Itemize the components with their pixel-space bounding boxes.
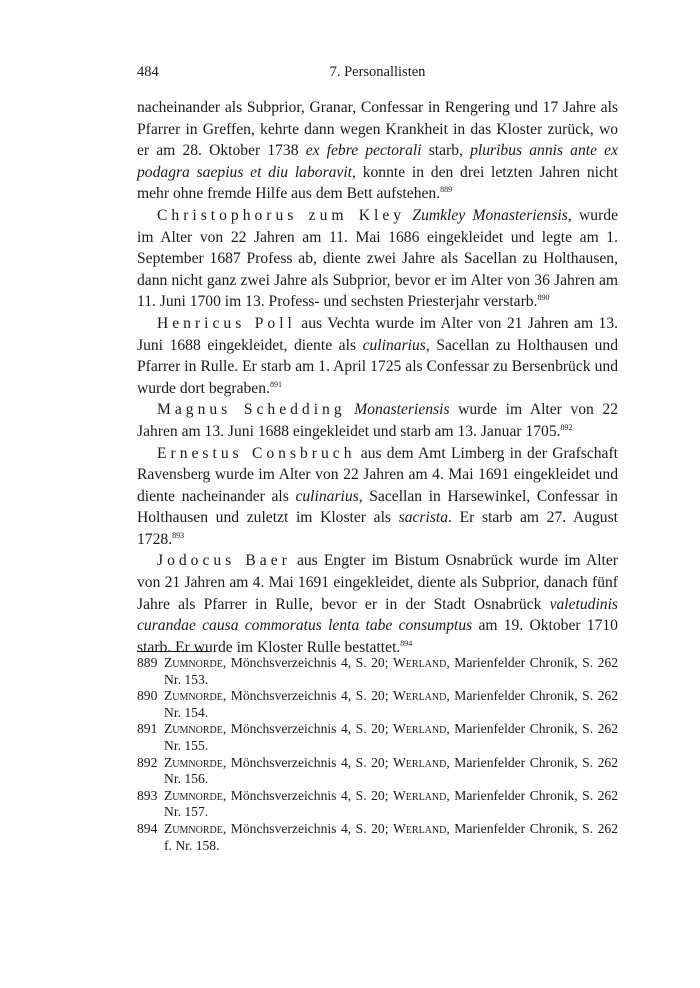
footnote: 894 Zumnorde, Mönchsverzeichnis 4, S. 20; Werland, Marienfelder Chronik, S. 262 f. Nr. 158.: [137, 820, 618, 853]
author-name: Werland: [392, 754, 447, 770]
person-name: Henricus Poll: [157, 314, 296, 332]
footnote-ref[interactable]: 890: [537, 293, 550, 303]
footnote-number: 889: [137, 655, 158, 670]
main-text: [137, 97, 618, 658]
author-name: Werland: [392, 655, 447, 670]
running-head: 7. Personallisten: [329, 64, 426, 80]
footnote-separator: [137, 651, 210, 652]
footnote-ref[interactable]: 893: [172, 530, 185, 540]
author-name: Zumnorde: [164, 787, 223, 803]
entry-jodocus: Jodocus Baer aus Engter im Bistum Osnabrück wurde im Alter von 21 Jahren am 4. Mai 1691 eingekleidet, diente als Subprior, danach fünf Jahre als Pfarrer in Rulle, bevor er in der Stadt Osnabrück valetudinis curandae causa commoratus lenta tabe consumptus am 19. Oktober 1710 starb. Er wurde im Kloster Rulle bestattet.$^{894}$: [137, 552, 618, 656]
footnote-ref[interactable]: 891: [269, 379, 282, 389]
author-name: Werland: [392, 721, 447, 737]
footnote: 890 Zumnorde, Mönchsverzeichnis 4, S. 20; Werland, Marienfelder Chronik, S. 262 Nr. 154.: [137, 688, 618, 720]
entry-henricus: Henricus Poll aus Vechta wurde im Alter von 21 Jahren am 13. Juni 1688 eingekleidet, diente als culinarius, Sacellan zu Holthausen und Pfarrer in Rulle. Er starb am 1. April 1725 als Confessar zu Bersenbrück und wurde dort begraben.$^{891}$: [137, 314, 619, 397]
author-name: Zumnorde: [164, 754, 223, 770]
author-name: Zumnorde: [164, 820, 223, 836]
footnote-ref[interactable]: 894: [400, 638, 413, 648]
footnote-ref[interactable]: 892: [560, 422, 573, 432]
author-name: Werland: [392, 820, 447, 836]
author-name: Werland: [392, 688, 447, 704]
paragraph-continued: nacheinander als Subprior, Granar, Confessar in Rengering und 17 Jahre als Pfarrer in Greffen, kehrte dann wegen Krankheit in das Kloster zurück, wo er am 28. Oktober 1738 ex febre pectorali starb, pluribus annis ante ex podagra saepius et diu laboravit, konnte in den drei letzten Jahren nicht mehr ohne fremde Hilfe aus dem Bett aufstehen.$^{889}$: [137, 99, 619, 203]
footnote: 892 Zumnorde, Mönchsverzeichnis 4, S. 20; Werland, Marienfelder Chronik, S. 262 Nr. 156.: [137, 754, 618, 787]
person-name: Magnus Schedding: [157, 401, 346, 419]
footnote-number: 894: [137, 820, 158, 836]
entry-magnus: Magnus Schedding Monasteriensis wurde im Alter von 22 Jahren am 13. Juni 1688 eingekleidet und starb am 13. Januar 1705.$^{892}$: [137, 401, 618, 440]
person-name: Christophorus zum Kley: [157, 206, 406, 224]
page-header: [137, 64, 618, 84]
footnote-ref[interactable]: 889: [440, 185, 453, 195]
footnote: 891 Zumnorde, Mönchsverzeichnis 4, S. 20; Werland, Marienfelder Chronik, S. 262 Nr. 155.: [137, 721, 618, 753]
footnote-number: 891: [137, 721, 158, 737]
entry-ernestus: Ernestus Consbruch aus dem Amt Limberg in der Grafschaft Ravensberg wurde im Alter von 22 Jahren am 4. Mai 1691 eingekleidet und diente nacheinander als culinarius, Sacellan in Harsewinkel, Confessar in Holthausen und zuletzt im Kloster als sacrista. Er starb am 27. August 1728.$^{893}$: [137, 444, 619, 548]
author-name: Zumnorde: [164, 721, 223, 737]
footnote-number: 892: [137, 754, 158, 770]
footnote-number: 890: [137, 688, 158, 704]
footnote: 893 Zumnorde, Mönchsverzeichnis 4, S. 20; Werland, Marienfelder Chronik, S. 262 Nr. 157.: [137, 787, 618, 820]
entry-christophorus: Christophorus zum Kley Zumkley Monasteriensis, wurde im Alter von 22 Jahren am 11. Mai 1686 eingekleidet und legte am 1. September 1687 Profess ab, diente zwei Jahre als Sacellan zu Holthausen, dann nicht ganz zwei Jahre als Subprior, bevor er im Alter von 36 Jahren am 11. Juni 1700 im 13. Profess- und sechsten Priesterjahr verstarb.$^{890}$: [137, 206, 618, 311]
person-name: Jodocus Baer: [157, 552, 291, 570]
author-name: Zumnorde: [164, 688, 223, 704]
author-name: Werland: [392, 787, 447, 803]
page-number: 484: [137, 64, 159, 80]
footnotes: [137, 655, 618, 854]
author-name: Zumnorde: [164, 655, 223, 670]
person-name: Ernestus Consbruch: [157, 444, 356, 462]
footnote-number: 893: [137, 787, 158, 803]
footnote: 889 Zumnorde, Mönchsverzeichnis 4, S. 20; Werland, Marienfelder Chronik, S. 262 Nr. 153.: [137, 655, 618, 687]
